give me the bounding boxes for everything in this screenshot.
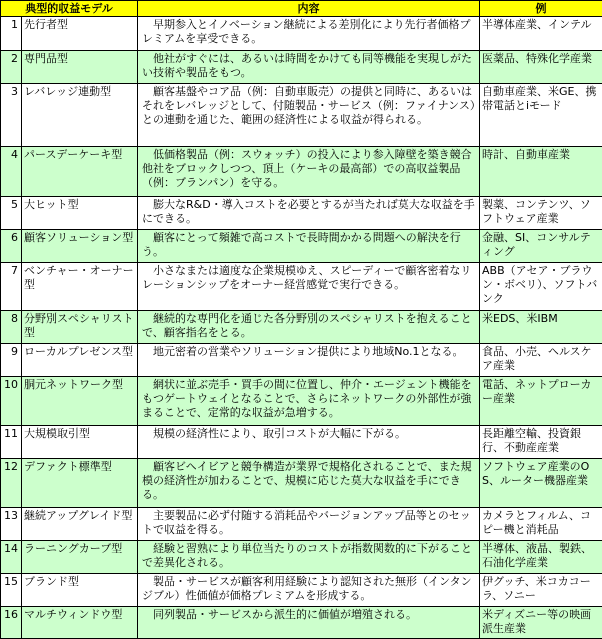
model-name: マルチウィンドウ型 xyxy=(22,607,138,639)
row-number: 13 xyxy=(1,508,22,541)
model-name: 専門品型 xyxy=(22,51,138,84)
table-row xyxy=(1,147,602,197)
model-content: 網状に並ぶ売手・買手の間に位置し、仲介・エージェント機能をもつゲートウェイとなることで、さらにネットワークの外部性が強まることで、定常的な収益が急増する。 xyxy=(138,377,480,426)
table-row xyxy=(1,344,602,377)
model-name: ブランド型 xyxy=(22,574,138,607)
model-name: パースデーケーキ型 xyxy=(22,147,138,197)
model-example: 米EDS、米IBM xyxy=(480,311,602,344)
model-name: 分野別スペシャリスト型 xyxy=(22,311,138,344)
model-content: 膨大なR&D・導入コストを必要とするが当たれば莫大な収益を手にできる。 xyxy=(138,197,480,230)
row-number: 15 xyxy=(1,574,22,607)
row-number: 6 xyxy=(1,230,22,263)
table-row xyxy=(1,84,602,147)
row-number: 11 xyxy=(1,426,22,459)
table-row xyxy=(1,377,602,426)
table-row xyxy=(1,459,602,508)
model-content: 顧客にとって頻雑で高コストで長時間かかる問題への解決を行う。 xyxy=(138,230,480,263)
table-row xyxy=(1,263,602,311)
model-content: 小さなまたは適度な企業規模ゆえ、スピーディーで顧客密着なリレーションシップをオーナー経営感覚で実行できる。 xyxy=(138,263,480,311)
model-content: 主要製品に必ず付随する消耗品やバージョンアップ品等とのセットで収益を得る。 xyxy=(138,508,480,541)
table-row xyxy=(1,17,602,51)
table-row xyxy=(1,311,602,344)
header-model: 典型的収益モデル xyxy=(1,1,138,17)
model-name: ローカルプレゼンス型 xyxy=(22,344,138,377)
row-number: 12 xyxy=(1,459,22,508)
model-content: 製品・サービスが顧客利用経験により認知された無形（インタンジブル）性価値が価格プレミアムを形成する。 xyxy=(138,574,480,607)
model-name: 大規模取引型 xyxy=(22,426,138,459)
model-example: 米ディズニー等の映画派生産業 xyxy=(480,607,602,639)
header-content: 内容 xyxy=(138,1,480,17)
table-row xyxy=(1,574,602,607)
header-example: 例 xyxy=(480,1,602,17)
row-number: 1 xyxy=(1,17,22,51)
model-name: 大ヒット型 xyxy=(22,197,138,230)
table-row xyxy=(1,197,602,230)
model-example: 時計、自動車産業 xyxy=(480,147,602,197)
table-row xyxy=(1,426,602,459)
model-example: 半導体産業、インテル xyxy=(480,17,602,51)
row-number: 10 xyxy=(1,377,22,426)
model-example: 金融、SI、コンサルティング xyxy=(480,230,602,263)
model-name: レバレッジ連動型 xyxy=(22,84,138,147)
row-number: 14 xyxy=(1,541,22,574)
model-example: ABB（アセア・ブラウン・ボベリ）、ソフトバンク xyxy=(480,263,602,311)
table-row xyxy=(1,51,602,84)
model-content: 顧客基盤やコア品（例：自動車販売）の提供と同時に、あるいはそれをレバレッジとして、付随製品・サービス（例：ファイナンス）との連動を通じた、範囲の経済性による収益が得られる。 xyxy=(138,84,480,147)
row-number: 8 xyxy=(1,311,22,344)
model-name: 継続アップグレイド型 xyxy=(22,508,138,541)
model-example: 製薬、コンテンツ、ソフトウェア産業 xyxy=(480,197,602,230)
model-example: ソフトウェア産業のOS、ルーター機器産業 xyxy=(480,459,602,508)
model-example: 医薬品、特殊化学産業 xyxy=(480,51,602,84)
model-name: 顧客ソリューション型 xyxy=(22,230,138,263)
table-row xyxy=(1,508,602,541)
model-example: 半導体、液晶、製鉄、石油化学産業 xyxy=(480,541,602,574)
model-content: 同列製品・サービスから派生的に価値が増殖される。 xyxy=(138,607,480,639)
model-name: 先行者型 xyxy=(22,17,138,51)
row-number: 2 xyxy=(1,51,22,84)
model-example: 食品、小売、ヘルスケア産業 xyxy=(480,344,602,377)
row-number: 9 xyxy=(1,344,22,377)
model-content: 低価格製品（例：スウォッチ）の投入により参入障壁を築き競合他社をブロックしつつ、頂上（ケーキの最高部）での高収益製品（例：ブランパン）を守る。 xyxy=(138,147,480,197)
row-number: 16 xyxy=(1,607,22,639)
header-row xyxy=(1,1,602,17)
table-row xyxy=(1,541,602,574)
model-content: 経験と習熟により単位当たりのコストが指数関数的に下がることで差異化される。 xyxy=(138,541,480,574)
model-name: デファクト標準型 xyxy=(22,459,138,508)
row-number: 4 xyxy=(1,147,22,197)
model-name: ベンチャー・オーナー型 xyxy=(22,263,138,311)
model-content: 地元密着の営業やソリューション提供により地域No.1となる。 xyxy=(138,344,480,377)
model-content: 他社がすぐには、あるいは時間をかけても同等機能を実現しがたい技術や製品をもつ。 xyxy=(138,51,480,84)
model-example: カメラとフィルム、コピー機と消耗品 xyxy=(480,508,602,541)
model-content: 継続的な専門化を通じた各分野別のスペシャリストを抱えることで、顧客指名をとる。 xyxy=(138,311,480,344)
model-content: 規模の経済性により、取引コストが大幅に下がる。 xyxy=(138,426,480,459)
model-name: ラーニングカーブ型 xyxy=(22,541,138,574)
model-example: 伊グッチ、米コカコーラ、ソニー xyxy=(480,574,602,607)
model-example: 電話、ネットプローカー産業 xyxy=(480,377,602,426)
model-example: 長距離空輸、投資銀行、不動産産業 xyxy=(480,426,602,459)
row-number: 5 xyxy=(1,197,22,230)
row-number: 7 xyxy=(1,263,22,311)
model-example: 自動車産業、米GE、携帯電話とiモード xyxy=(480,84,602,147)
table-row xyxy=(1,607,602,639)
model-content: 顧客ビヘイビアと競争構造が業界で規格化されることで、また規模の経済性が加わることで、規模に応じた莫大な収益を手にできる。 xyxy=(138,459,480,508)
table-row xyxy=(1,230,602,263)
model-content: 早期参入とイノベーション継続による差別化により先行者価格プレミアムを享受できる。 xyxy=(138,17,480,51)
model-name: 胴元ネットワーク型 xyxy=(22,377,138,426)
row-number: 3 xyxy=(1,84,22,147)
